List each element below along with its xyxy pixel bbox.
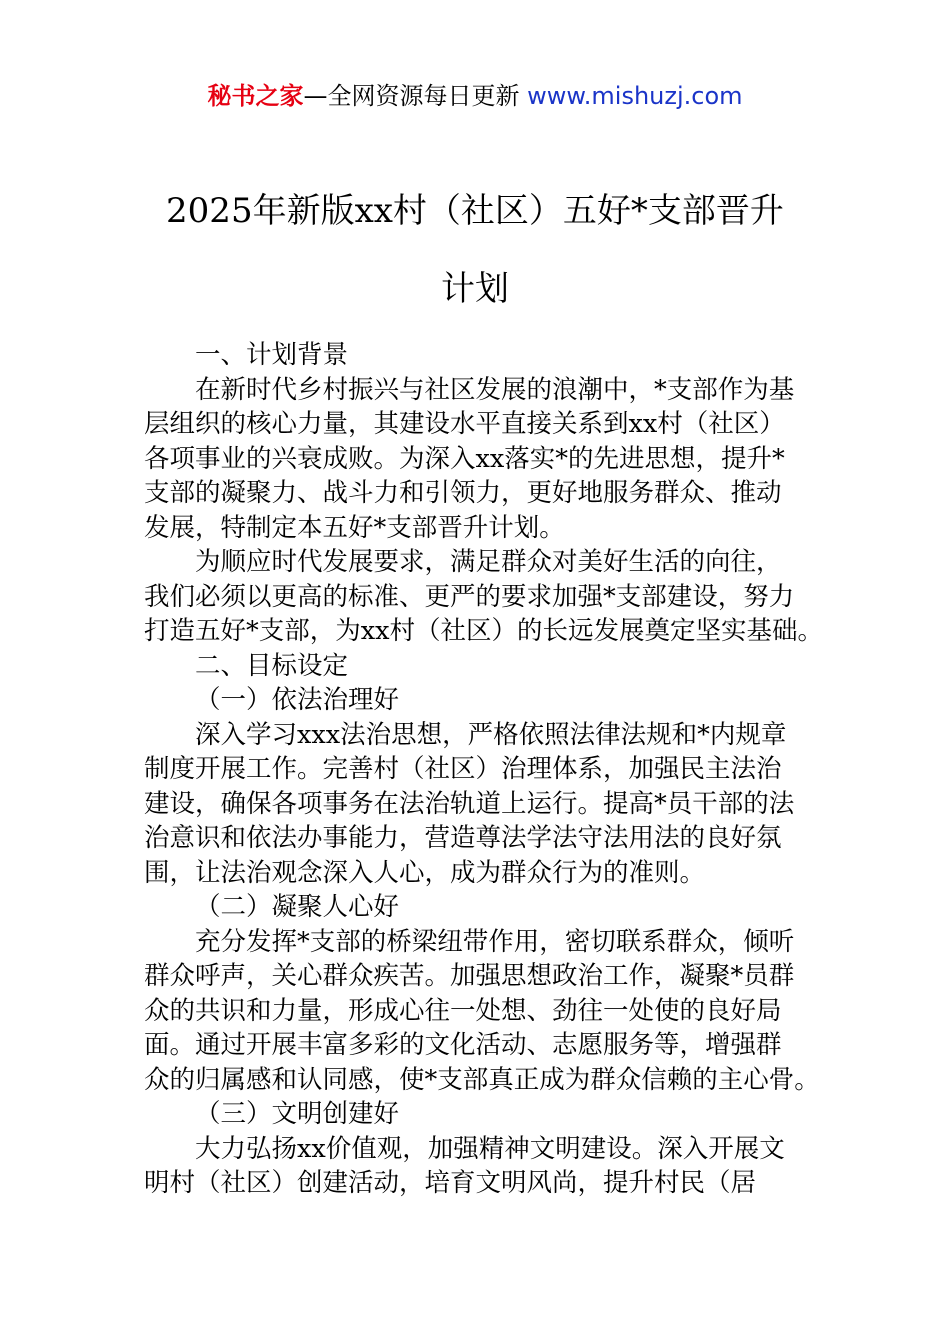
- body-line: 一、计划背景: [195, 340, 349, 370]
- site-brand: 秘书之家: [207, 82, 304, 110]
- body-line: （三）文明创建好: [195, 1099, 400, 1129]
- body-line: 围，让法治观念深入人心，成为群众行为的准则。: [144, 857, 706, 888]
- body-line: 制度开展工作。完善村（社区）治理体系，加强民主法治: [144, 754, 782, 784]
- body-line: 支部的凝聚力、战斗力和引领力，更好地服务群众、推动: [144, 478, 782, 508]
- body-line: 众的归属感和认同感，使*支部真正成为群众信赖的主心骨。: [144, 1064, 820, 1095]
- site-tagline: —全网资源每日更新: [303, 82, 528, 110]
- body-line: 二、目标设定: [195, 650, 349, 681]
- body-line: 我们必须以更高的标准、更严的要求加强*支部建设，努力: [144, 581, 795, 612]
- body-line: 各项事业的兴衰成败。为深入xx落实*的先进思想，提升*: [144, 443, 785, 474]
- body-line: （一）依法治理好: [195, 685, 400, 715]
- body-line: 群众呼声，关心群众疾苦。加强思想政治工作，凝聚*员群: [144, 961, 795, 991]
- body-line: 面。通过开展丰富多彩的文化活动、志愿服务等，增强群: [144, 1030, 782, 1060]
- body-line: 发展，特制定本五好*支部晋升计划。: [144, 512, 565, 543]
- title-line: 2025年新版xx村（社区）五好*支部晋升: [166, 191, 784, 231]
- body-line: 深入学习xxx法治思想，严格依照法律法规和*内规章: [195, 719, 787, 750]
- body-line: 众的共识和力量，形成心往一处想、劲往一处使的良好局: [144, 995, 782, 1026]
- body-line: 治意识和依法办事能力，营造尊法学法守法用法的良好氛: [144, 823, 782, 853]
- body-line: 大力弘扬xx价值观，加强精神文明建设。深入开展文: [195, 1133, 785, 1164]
- title-line: 计划: [441, 269, 509, 309]
- body-line: 充分发挥*支部的桥梁纽带作用，密切联系群众，倾听: [195, 926, 795, 957]
- body-line: 为顺应时代发展要求，满足群众对美好生活的向往，: [195, 547, 782, 577]
- body-line: 在新时代乡村振兴与社区发展的浪潮中，*支部作为基: [195, 374, 795, 405]
- body-line: 明村（社区）创建活动，培育文明风尚，提升村民（居: [144, 1168, 757, 1198]
- body-line: 层组织的核心力量，其建设水平直接关系到xx村（社区）: [144, 409, 785, 439]
- body-line: 打造五好*支部，为xx村（社区）的长远发展奠定坚实基础。: [144, 616, 824, 646]
- document-title: [100, 172, 850, 328]
- document-body: [144, 338, 824, 1201]
- body-line: （二）凝聚人心好: [195, 892, 400, 922]
- site-header: [0, 80, 950, 112]
- site-url-link[interactable]: www.mishuzj.com: [527, 82, 743, 110]
- body-line: 建设，确保各项事务在法治轨道上运行。提高*员干部的法: [144, 788, 795, 819]
